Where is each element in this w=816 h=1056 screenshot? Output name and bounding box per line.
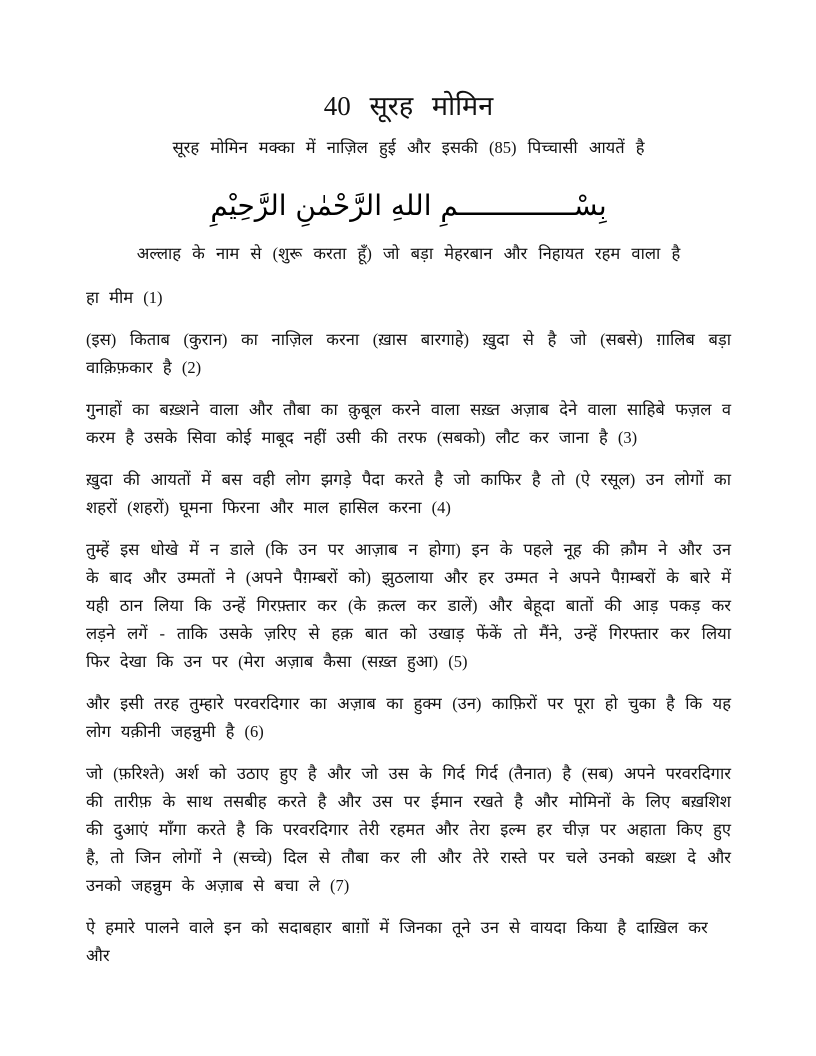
bismillah-calligraphy: بِسْــــــــــــــمِ اللهِ الرَّحْمٰنِ الرَّحِيْمِ [210,189,607,222]
bismillah-translation: अल्लाह के नाम से (शुरू करता हूँ) जो बड़ा मेहरबान और निहायत रहम वाला है [136,244,681,263]
verse-list [86,284,731,970]
verse-1: हा मीम (1) [86,288,163,307]
verse-8-partial: ऐ हमारे पालने वाले इन को सदाबहार बाग़ों में जिनका तूने उन से वायदा किया है दाख़िल कर और [86,918,708,965]
verse-2: (इस) किताब (कुरान) का नाज़िल करना (ख़ास बारगाहे) ख़ुदा से है जो (सबसे) ग़ालिब बड़ा वाक़िफ़कार है (2) [86,330,731,377]
verse-4: ख़ुदा की आयतों में बस वही लोग झगड़े पैदा करते है जो काफिर है तो (ऐ रसूल) उन लोगों का शहरों (शहरों) घूमना फिरना और माल हासिल करना (4) [86,470,731,517]
surah-title: 40 सूरह मोमिन [323,91,494,121]
verse-5: तुम्हें इस धोखे में न डाले (कि उन पर आज़ाब न होगा) इन के पहले नूह की क़ौम ने और उन के बाद और उम्मतों ने (अपने पैग़म्बरों को) झुठलाया और हर उम्मत ने अपने पैग़म्बरों के बारे में यही ठान लिया कि उन्हें गिरफ़्तार कर (के क़त्ल कर डालें) और बेहूदा बातों की आड़ पकड़ कर लड़ने लगें - ताकि उसके ज़रिए से हक़ बात को उखाड़ फेंकें तो मैंने, उन्हें गिरफ्तार कर लिया फिर देखा कि उन पर (मेरा अज़ाब कैसा (सख़्त हुआ) (5) [86,540,731,671]
surah-subtitle: सूरह मोमिन मक्का में नाज़िल हुई और इसकी (85) पिच्चासी आयतें है [172,138,645,157]
verse-3: गुनाहों का बख़्शने वाला और तौबा का क़ुबूल करने वाला सख़्त अज़ाब देने वाला साहिबे फज़ल व करम है उसके सिवा कोई माबूद नहीं उसी की तरफ (सबको) लौट कर जाना है (3) [86,400,731,447]
verse-6: और इसी तरह तुम्हारे परवरदिगार का अज़ाब का हुक्म (उन) काफ़िरों पर पूरा हो चुका है कि यह लोग यक़ीनी जहन्नुमी है (6) [86,694,731,741]
verse-7: जो (फ़रिश्ते) अर्श को उठाए हुए है और जो उस के गिर्द गिर्द (तैनात) है (सब) अपने परवरदिगार की तारीफ़ के साथ तसबीह करते है और उस पर ईमान रखते है और मोमिनों के लिए बख़शिश की दुआएं माँगा करते है कि परवरदिगार तेरी रहमत और तेरा इल्म हर चीज़ पर अहाता किए हुए है, तो जिन लोगों ने (सच्चे) दिल से तौबा कर ली और तेरे रास्ते पर चले उनको बख़्श दे और उनको जहन्नुम के अज़ाब से बचा ले (7) [86,764,731,895]
